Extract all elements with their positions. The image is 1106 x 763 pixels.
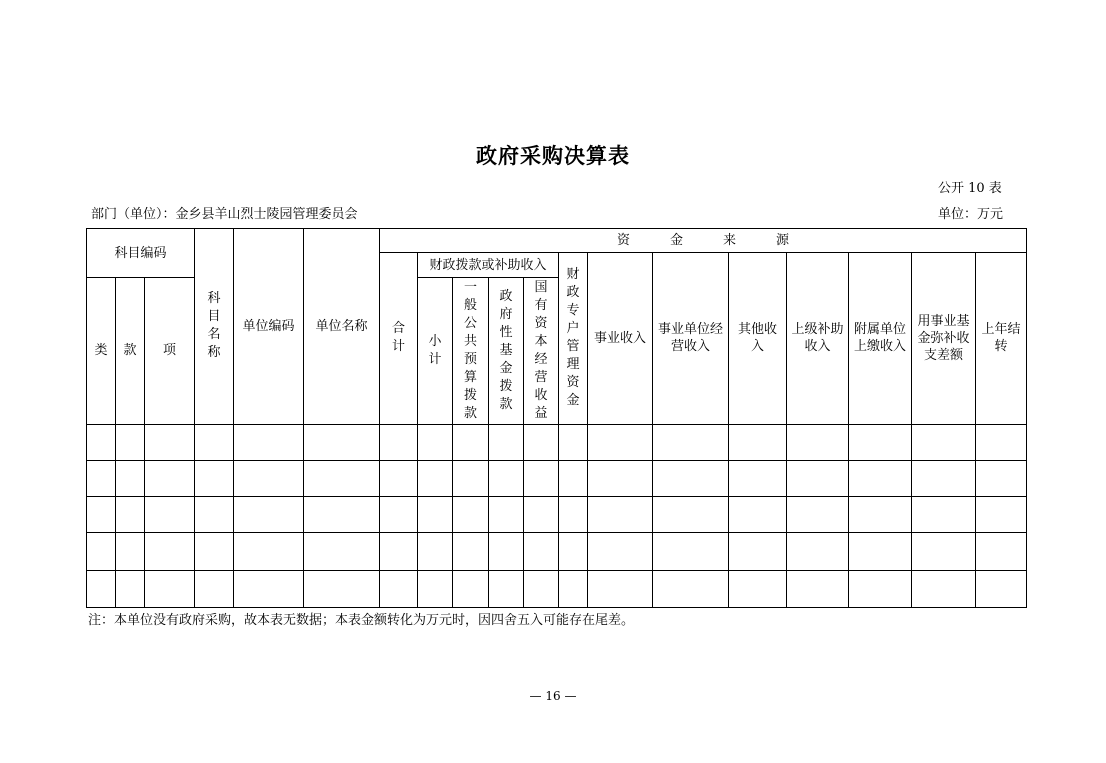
table-row bbox=[87, 424, 1027, 460]
table-row bbox=[87, 497, 1027, 533]
header-unit-name: 单位名称 bbox=[304, 229, 380, 425]
page-title: 政府采购决算表 bbox=[476, 143, 630, 168]
header-fiscal-special: 财政专户管理资金 bbox=[559, 253, 588, 424]
header-business-income: 事业收入 bbox=[588, 253, 653, 424]
footnote: 注：本单位没有政府采购，故本表无数据；本表金额转化为万元时，因四舍五入可能存在尾差。 bbox=[88, 613, 635, 628]
department-label: 部门（单位）：金乡县羊山烈士陵园管理委员会 bbox=[91, 207, 358, 222]
header-xiang: 项 bbox=[145, 278, 195, 424]
table-row bbox=[87, 570, 1027, 607]
header-state-capital: 国有资本经营收益 bbox=[524, 278, 559, 424]
table-number: 公开 10 表 bbox=[938, 181, 1002, 196]
header-total: 合计 bbox=[380, 253, 418, 424]
unit-label: 单位：万元 bbox=[938, 207, 1004, 222]
header-subject-name: 科目名称 bbox=[195, 229, 234, 425]
header-subtotal: 小计 bbox=[418, 278, 453, 424]
header-subject-code: 科目编码 bbox=[87, 229, 195, 278]
page-number: — 16 — bbox=[529, 689, 577, 703]
header-unit-code: 单位编码 bbox=[234, 229, 304, 425]
header-operating-income: 事业单位经营收入 bbox=[653, 253, 729, 424]
table-row bbox=[87, 533, 1027, 570]
header-carryover: 上年结转 bbox=[976, 253, 1027, 424]
header-funding-source: 资金来源 bbox=[380, 229, 1027, 253]
header-affiliated-payment: 附属单位上缴收入 bbox=[849, 253, 912, 424]
header-kuan: 款 bbox=[116, 278, 145, 424]
header-fiscal-group: 财政拨款或补助收入 bbox=[418, 253, 559, 278]
procurement-table bbox=[86, 228, 1027, 608]
table-row bbox=[87, 460, 1027, 496]
header-gov-fund: 政府性基金拨款 bbox=[489, 278, 524, 424]
header-fund-makeup: 用事业基金弥补收支差额 bbox=[912, 253, 976, 424]
header-general-budget: 一般公共预算拨款 bbox=[453, 278, 489, 424]
header-superior-subsidy: 上级补助收入 bbox=[787, 253, 849, 424]
header-lei: 类 bbox=[87, 278, 116, 424]
header-other-income: 其他收入 bbox=[729, 253, 787, 424]
